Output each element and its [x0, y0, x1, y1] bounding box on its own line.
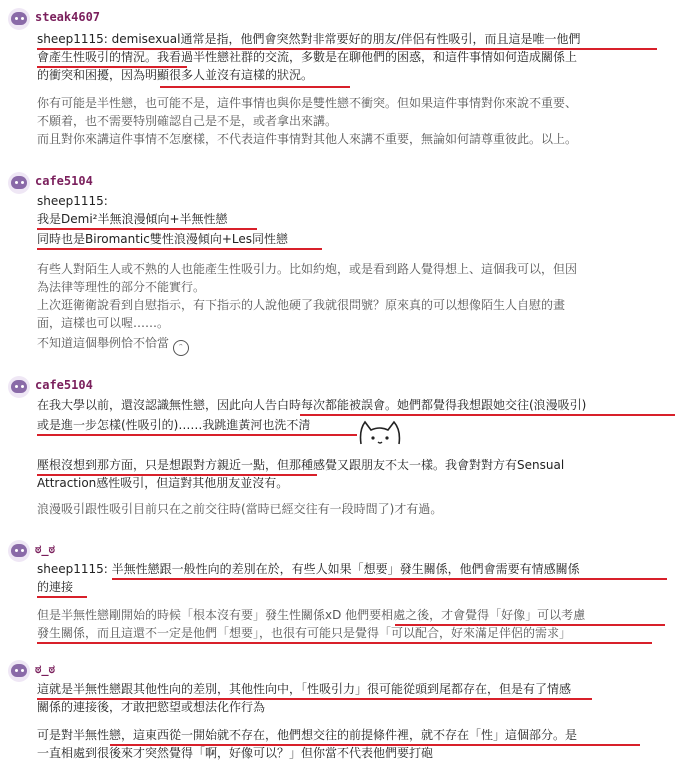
- username[interactable]: steak4607: [35, 10, 101, 24]
- post-line: 面，這樣也可以喔……。: [37, 316, 170, 330]
- user-avatar-icon[interactable]: [8, 540, 30, 562]
- username[interactable]: ಠ_ಠ: [35, 542, 55, 556]
- user-avatar-icon[interactable]: [8, 8, 30, 30]
- highlight-underline: [37, 248, 322, 250]
- post-line: 而且對你來講這件事情不怎麼樣，不代表這件事情對其他人來講不重要，無論如何請尊重彼此。以上。: [37, 132, 578, 146]
- highlight-underline: [37, 66, 187, 68]
- username[interactable]: cafe5104: [35, 174, 93, 188]
- post-line: 的衝突和困擾，因為明顯很多人並沒有這樣的狀況。: [37, 68, 314, 82]
- highlight-underline: [110, 744, 640, 746]
- post-line: sheep1115: demisexual通常是指，他們會突然對非常要好的朋友/伴侶有性吸引，而且這是唯一他們: [37, 32, 581, 46]
- post-line: 或是進一步怎樣(性吸引的)……我跳進黃河也洗不清: [37, 418, 311, 432]
- post-line: 會產生性吸引的情況。我看過半性戀社群的交流，多數是在聊他們的困惑，和這件事情如何造成關係上: [37, 50, 578, 64]
- highlight-underline: [37, 228, 257, 230]
- post-line: 一直相處到很後來才突然覺得「啊，好像可以？」但你當不代表他們要打砲: [37, 746, 434, 760]
- post-line: sheep1115: 半無性戀跟一般性向的差別在於，有些人如果「想要」發生關係，他們會需要有情感關係: [37, 562, 580, 576]
- user-avatar-icon[interactable]: [8, 172, 30, 194]
- user-avatar-icon[interactable]: [8, 376, 30, 398]
- highlight-underline: [395, 624, 665, 626]
- post-line: 你有可能是半性戀，也可能不是，這件事情也與你是雙性戀不衝突。但如果這件事情對你來說不重要、: [37, 96, 578, 110]
- post-line: 可是對半無性戀，這東西從一開始就不存在，他們想交往的前提條件裡，就不存在「性」這個部分。是: [37, 728, 578, 742]
- highlight-underline: [37, 434, 357, 436]
- highlight-underline: [37, 642, 652, 644]
- post-line: 有些人對陌生人或不熟的人也能產生性吸引力。比如約炮，或是看到路人覺得想上、這個我可以，但因: [37, 262, 578, 276]
- post-line: 關係的連接後，才敢把慾望或想法化作行為: [37, 700, 266, 714]
- post-line: 我是Demi²半無浪漫傾向+半無性戀: [37, 212, 228, 226]
- highlight-underline: [37, 474, 317, 476]
- confused-face-icon: ᵔ: [173, 340, 189, 356]
- username[interactable]: cafe5104: [35, 378, 93, 392]
- highlight-underline: [112, 578, 667, 580]
- post-line: 上次逛衛衛說看到自慰指示，有下指示的人說他硬了我就很問號？原來真的可以想像陌生人自慰的畫: [37, 298, 566, 312]
- highlight-underline: [37, 596, 87, 598]
- highlight-underline: [160, 86, 350, 88]
- cat-doodle-icon: [355, 416, 405, 452]
- highlight-underline: [37, 48, 657, 50]
- post-line: sheep1115:: [37, 194, 108, 208]
- post-line: [37, 334, 189, 356]
- post-line: 浪漫吸引跟性吸引目前只在之前交往時(當時已經交往有一段時間了)才有過。: [37, 502, 443, 516]
- user-avatar-icon[interactable]: [8, 660, 30, 682]
- post-line: 但是半無性戀剛開始的時候「根本沒有要」發生性關係xD 他們要相處之後，才會覺得「好像」可以考慮: [37, 608, 586, 622]
- post-line: 壓根沒想到那方面，只是想跟對方親近一點，但那種感覺又跟朋友不太一樣。我會對對方有Sensual: [37, 458, 565, 472]
- post-line: 同時也是Biromantic雙性浪漫傾向+Les同性戀: [37, 232, 289, 246]
- highlight-underline: [37, 698, 592, 700]
- post-line: 不願着，也不需要特別確認自己是不是，或者拿出來講。: [37, 114, 338, 128]
- post-line-text: 不知道這個舉例恰不恰當: [37, 336, 170, 350]
- username[interactable]: ಠ_ಠ: [35, 662, 55, 676]
- post-line: Attraction感性吸引，但這對其他朋友並沒有。: [37, 476, 289, 490]
- post-line: 在我大學以前，還沒認識無性戀，因此向人告白時每次都能被誤會。她們都覺得我想跟她交往(浪漫吸引): [37, 398, 587, 412]
- post-line: 的連接: [37, 580, 74, 594]
- post-line: 為法律等理性的部分不能實行。: [37, 280, 206, 294]
- post-line: 這就是半無性戀跟其他性向的差別，其他性向中，「性吸引力」很可能從頭到尾都存在，但是有了情感: [37, 682, 572, 696]
- post-line: 發生關係，而且這還不一定是他們「想要」，也很有可能只是覺得「可以配合，好來滿足伴侶的需求」: [37, 626, 572, 640]
